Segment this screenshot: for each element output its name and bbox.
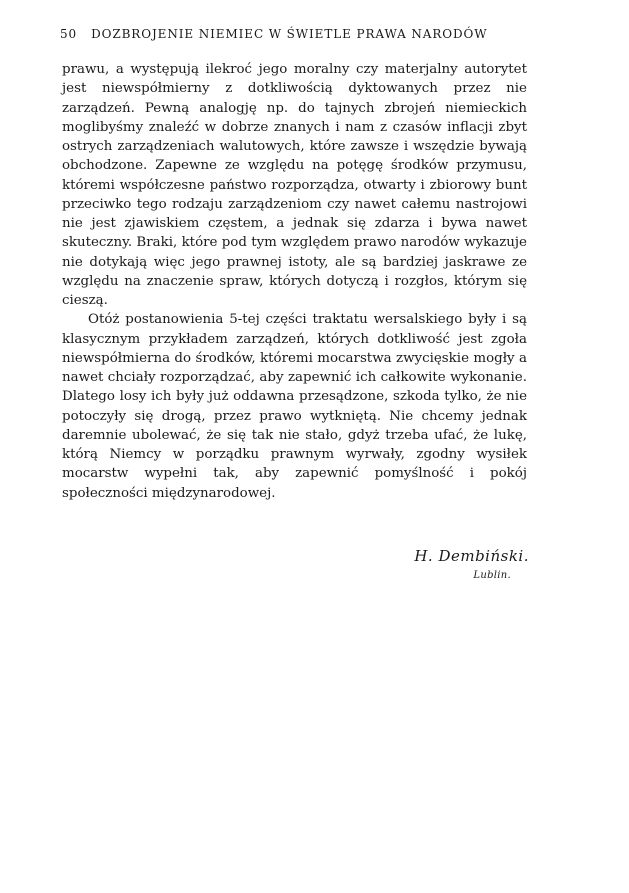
author-signature: H. Dembiński. [414, 547, 529, 565]
running-head [60, 27, 524, 41]
paragraph-continued: prawu, a występują ilekroć jego moralny czy materjalny autorytet jest niewspółmierny z dotkliwością dyktowanych przez nie zarządzeń. Pewną analogję np. do tajnych zbrojeń niemieckich moglibyśmy znaleźć w dobrze znanych i nam z czasów inflacji zbyt ostrych zarządzeniach walutowych, które zawsze i wszędzie bywają obchodzone. Zapewne ze względu na potęgę środków przymusu, któremi współczesne państwo rozporządza, otwarty i zbiorowy bunt przeciwko tego rodzaju zarządzeniom czy nawet całemu nastrojowi nie jest zjawiskiem częstem, a jednak się zdarza i bywa nawet skuteczny. Braki, które pod tym względem prawo narodów wykazuje nie dotykają więc jego prawnej istoty, ale są bardziej jaskrawe ze względu na znaczenie spraw, których dotyczą i rozgłos, którym się cieszą. [62, 62, 527, 308]
article-body [62, 60, 527, 503]
running-title: DOZBROJENIE NIEMIEC W ŚWIETLE PRAWA NARODÓW [91, 27, 488, 41]
author-place: Lublin. [473, 570, 511, 581]
paragraph-conclusion: Otóż postanowienia 5-tej części traktatu wersalskiego były i są klasycznym przykładem zarządzeń, których dotkliwość jest zgoła niewspółmierna do środków, któremi mocarstwa zwycięskie mogły a nawet chciały rozporządzać, aby zapewnić ich całkowite wykonanie. Dlatego losy ich były już oddawna przesądzone, szkoda tylko, że nie potoczyły się drogą, przez prawo wytkniętą. Nie chcemy jednak daremnie ubolewać, że się tak nie stało, gdyż trzeba ufać, że lukę, którą Niemcy w porządku prawnym wyrwały, zgodny wysiłek mocarstw wypełni tak, aby zapewnić pomyślność i pokój społeczności międzynarodowej. [62, 312, 527, 501]
page-number: 50 [60, 27, 78, 41]
